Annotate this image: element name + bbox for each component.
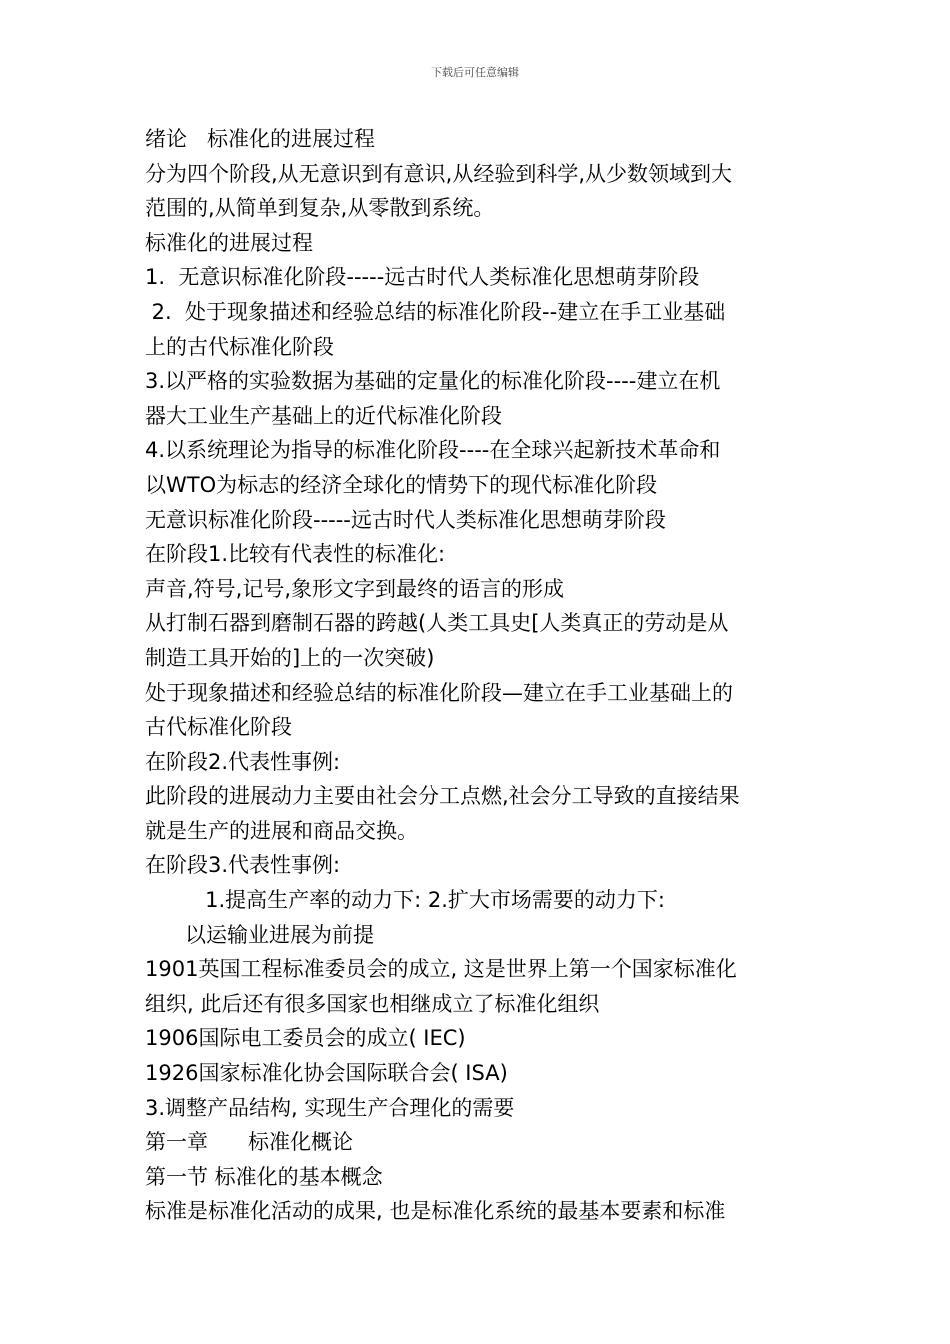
- list-item: 2. 处于现象描述和经验总结的标准化阶段--建立在手工业基础: [145, 299, 726, 324]
- list-item: 3.以严格的实验数据为基础的定量化的标准化阶段----建立在机: [145, 369, 721, 394]
- list-item: 4.以系统理论为指导的标准化阶段----在全球兴起新技术革命和: [145, 438, 721, 463]
- paragraph-line: 声音,符号,记号,象形文字到最终的语言的形成: [145, 576, 565, 601]
- section-heading-continuation: 古代标准化阶段: [145, 715, 292, 740]
- chapter-intro-title: 绪论 标准化的进展过程: [145, 127, 376, 151]
- paragraph-line: 就是生产的进展和商品交换。: [145, 818, 418, 843]
- paragraph-line: 组织, 此后还有很多国家也相继成立了标准化组织: [145, 991, 600, 1016]
- list-item-continuation: 器大工业生产基础上的近代标准化阶段: [145, 403, 502, 428]
- paragraph-line: 以运输业进展为前提: [145, 922, 375, 947]
- paragraph-line: 制造工具开始的]上的一次突破): [145, 645, 435, 670]
- page-header: 下载后可任意编辑: [431, 66, 519, 79]
- paragraph-line: 在阶段1.比较有代表性的标准化:: [145, 542, 446, 567]
- list-item-continuation: 以WTO为标志的经济全球化的情势下的现代标准化阶段: [145, 472, 658, 497]
- paragraph-line: 分为四个阶段,从无意识到有意识,从经验到科学,从少数领域到大: [145, 161, 733, 186]
- paragraph-line: 标准是标准化活动的成果, 也是标准化系统的最基本要素和标准: [145, 1199, 726, 1224]
- paragraph-line: 1906国际电工委员会的成立( IEC): [145, 1026, 466, 1051]
- chapter-title: 第一章 标准化概论: [145, 1130, 354, 1155]
- section-heading: 处于现象描述和经验总结的标准化阶段—建立在手工业基础上的: [145, 680, 733, 705]
- list-item-continuation: 上的古代标准化阶段: [145, 334, 334, 359]
- paragraph-line: 在阶段2.代表性事例:: [145, 749, 341, 774]
- paragraph-line: 1926国家标准化协会国际联合会( ISA): [145, 1061, 508, 1086]
- document-body: [145, 122, 815, 1229]
- paragraph-line: 从打制石器到磨制石器的跨越(人类工具史[人类真正的劳动是从: [145, 611, 729, 636]
- section-heading: 无意识标准化阶段-----远古时代人类标准化思想萌芽阶段: [145, 507, 666, 532]
- section-title: 第一节 标准化的基本概念: [145, 1164, 383, 1189]
- paragraph-line: 在阶段3.代表性事例:: [145, 853, 341, 878]
- section-heading: 标准化的进展过程: [145, 230, 313, 255]
- paragraph-line: 3.调整产品结构, 实现生产合理化的需要: [145, 1095, 515, 1120]
- paragraph-line: 1.提高生产率的动力下: 2.扩大市场需要的动力下:: [145, 888, 665, 913]
- list-item: 1. 无意识标准化阶段-----远古时代人类标准化思想萌芽阶段: [145, 265, 700, 290]
- paragraph-line: 此阶段的进展动力主要由社会分工点燃,社会分工导致的直接结果: [145, 784, 740, 809]
- paragraph-line: 范围的,从简单到复杂,从零散到系统。: [145, 196, 495, 221]
- paragraph-line: 1901英国工程标准委员会的成立, 这是世界上第一个国家标准化: [145, 957, 737, 982]
